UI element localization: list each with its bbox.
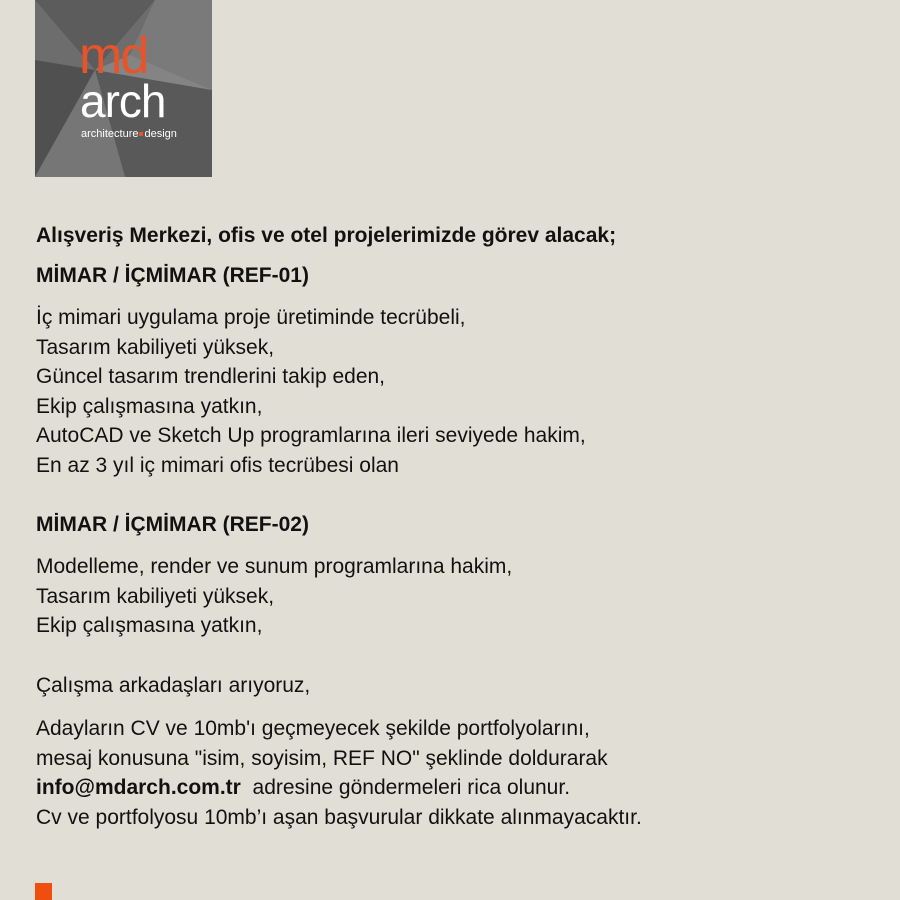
logo-tagline	[81, 128, 177, 140]
application-line: adresine göndermeleri rica olunur.	[240, 776, 571, 799]
application-line: Cv ve portfolyosu 10mb’ı aşan başvurular dikkate alınmayacaktır.	[36, 805, 642, 829]
accent-square	[35, 883, 52, 900]
logo-dot	[139, 132, 143, 136]
ref02-line: Tasarım kabiliyeti yüksek,	[36, 584, 275, 608]
company-logo	[35, 0, 212, 177]
ref01-line: En az 3 yıl iç mimari ofis tecrübesi olan	[36, 453, 399, 477]
ref02-line: Modelleme, render ve sunum programlarına hakim,	[36, 555, 513, 578]
ref01-line: Tasarım kabiliyeti yüksek,	[36, 335, 275, 359]
application-instructions	[36, 714, 876, 832]
ref01-title: MİMAR / İÇMİMAR (REF-01)	[36, 264, 309, 287]
intro-heading: Alışveriş Merkezi, ofis ve otel projelerimizde görev alacak;	[36, 224, 617, 247]
logo-tagline-right: design	[144, 128, 177, 140]
logo-arch-text: arch	[80, 75, 166, 127]
ref01-line: AutoCAD ve Sketch Up programlarına ileri seviyede hakim,	[36, 424, 586, 447]
ref02-title: MİMAR / İÇMİMAR (REF-02)	[36, 513, 309, 536]
ref02-requirements	[36, 552, 876, 641]
closing-text: Çalışma arkadaşları arıyoruz,	[36, 673, 311, 697]
logo-tagline-left: architecture	[81, 128, 139, 140]
ref01-line: İç mimari uygulama proje üretiminde tecrübeli,	[36, 306, 466, 329]
ref01-requirements	[36, 303, 876, 480]
application-email-line	[36, 773, 876, 803]
email-link[interactable]: info@mdarch.com.tr	[36, 776, 241, 799]
application-line: Adayların CV ve 10mb'ı geçmeyecek şekilde portfolyolarını,	[36, 717, 590, 740]
job-posting	[36, 221, 876, 832]
ref02-line: Ekip çalışmasına yatkın,	[36, 614, 263, 637]
application-line: mesaj konusuna "isim, soyisim, REF NO" şeklinde doldurarak	[36, 746, 608, 770]
logo-md-text: md	[79, 27, 148, 85]
ref01-line: Güncel tasarım trendlerini takip eden,	[36, 365, 386, 388]
ref01-line: Ekip çalışmasına yatkın,	[36, 394, 263, 418]
